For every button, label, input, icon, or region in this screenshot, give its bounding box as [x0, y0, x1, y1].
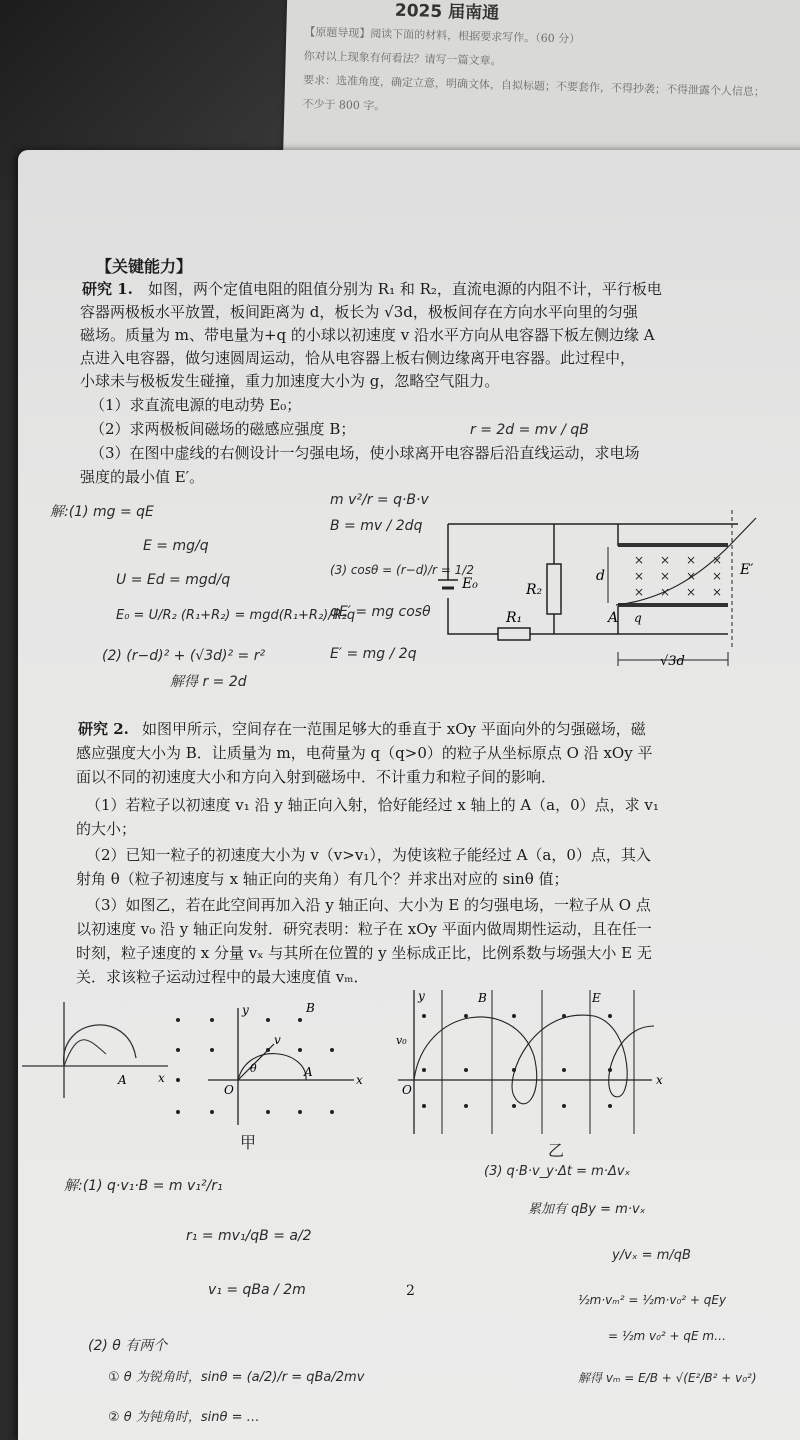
q2-part: （2）已知一粒子的初速度大小为 v（v>v₁），为使该粒子能经过 A（a，0）点，其入 [86, 846, 651, 864]
q1-hand-line: U = Ed = mgd/q [116, 572, 231, 588]
q2-hand-line: 累加有 qBy = m·vₓ [528, 1202, 646, 1217]
q2-hand-line: 解得 vₘ = E/B + √(E²/B² + v₀²) [578, 1371, 757, 1385]
fig-yi-e: E [592, 991, 601, 1005]
q1-hand-line: E₀ = U/R₂ (R₁+R₂) = mgd(R₁+R₂)/R₂q [116, 608, 356, 623]
q2-part: 关．求该粒子运动过程中的最大速度值 vₘ． [76, 968, 369, 986]
background-line: 要求：选准角度，确定立意，明确文体，自拟标题；不要套作，不得抄袭；不得泄露个人信息； [302, 73, 766, 99]
background-line: 你对以上现象有何看法？请写一篇文章。 [303, 49, 502, 68]
q2-text-line: 感应强度大小为 B．让质量为 m，电荷量为 q（q>0）的粒子从坐标原点 O 沿 xOy 平 [76, 744, 653, 762]
fig-yi-x: x [656, 1073, 663, 1087]
svg-text:×: × [634, 569, 645, 583]
worksheet-page [18, 150, 800, 1440]
page-number: 2 [406, 1283, 415, 1299]
fig-jia-v: v [274, 1033, 281, 1047]
q2-text-line: 面以不同的初速度大小和方向入射到磁场中．不计重力和粒子间的影响． [76, 768, 557, 786]
label-e0: E₀ [462, 576, 478, 592]
figure-yi-caption: 乙 [548, 1141, 565, 1160]
resistor-r2 [547, 564, 561, 614]
label-q: q [634, 611, 642, 625]
fig-yi-y: y [418, 989, 425, 1003]
q1-hand-line: 解:(1) mg = qE [50, 504, 154, 520]
fig-jia-x: x [356, 1073, 363, 1087]
q1-hand-line: qE′ = mg cosθ [330, 604, 431, 620]
q2-hand-line: ② θ 为钝角时，sinθ = … [108, 1410, 260, 1425]
q2-hand-line: ½m·vₘ² = ½m·v₀² + qEy [578, 1293, 727, 1307]
q1-text-line: 小球未与极板发生碰撞，重力加速度大小为 g，忽略空气阻力。 [80, 372, 500, 390]
svg-text:×: × [660, 569, 671, 583]
q2-label: 研究 2. [78, 720, 129, 738]
fig-jia-o: O [224, 1083, 234, 1097]
background-sheet-title: 2025 届南通 [394, 0, 500, 24]
label-d: d [596, 568, 605, 584]
q2-part: 射角 θ（粒子初速度与 x 轴正向的夹角）有几个？并求出对应的 sinθ 值； [76, 870, 569, 888]
figure-jia-caption: 甲 [240, 1133, 257, 1152]
exit-path [730, 518, 756, 545]
q1-hand-line: m v²/r = q·B·v [330, 492, 429, 508]
fig-yi-o: O [402, 1083, 412, 1097]
q1-part: 强度的最小值 E′。 [80, 468, 205, 486]
q1-part: （3）在图中虚线的右侧设计一匀强电场，使小球离开电容器后沿直线运动，求电场 [90, 444, 640, 462]
q2-hand-line: = ½m v₀² + qE m… [608, 1329, 727, 1343]
q1-hand-line: B = mv / 2dq [330, 518, 423, 534]
capacitor-upper-plate [618, 543, 728, 547]
q1-hand-line: (3) cosθ = (r−d)/r = 1/2 [330, 563, 474, 577]
q2-text-line: 如图甲所示，空间存在一范围足够大的垂直于 xOy 平面向外的匀强磁场，磁 [142, 720, 646, 738]
q1-text-line: 点进入电容器，做匀速圆周运动，恰从电容器上板右侧边缘离开电容器。此过程中， [80, 349, 636, 367]
svg-text:×: × [660, 553, 671, 567]
q1-text-line: 容器两极板水平放置，板间距离为 d，板长为 √3d，极板间存在方向水平向里的匀强 [80, 303, 638, 321]
figure-yi [394, 986, 684, 1136]
svg-text:×: × [634, 585, 645, 599]
fig-yi-b: B [478, 991, 487, 1005]
svg-text:×: × [686, 553, 697, 567]
q2-hand-line: 解:(1) q·v₁·B = m v₁²/r₁ [64, 1178, 223, 1194]
background-line: 不少于 800 字。 [302, 97, 386, 113]
svg-text:×: × [712, 585, 723, 599]
capacitor-lower-plate [618, 603, 728, 607]
figure-jia [168, 1000, 368, 1130]
q1-hand-line: E′ = mg / 2q [330, 646, 417, 662]
fig-jia-theta: θ [250, 1062, 257, 1075]
svg-text:×: × [712, 569, 723, 583]
fig-jia-a: A [304, 1065, 313, 1079]
q2-hand-line: y/vₓ = m/qB [612, 1248, 691, 1263]
label-r1: R₁ [506, 610, 523, 626]
q1-text-line: 磁场。质量为 m、带电量为+q 的小球以初速度 v 沿水平方向从电容器下板左侧边缘 A [80, 326, 655, 344]
label-r2: R₂ [526, 582, 543, 598]
fig-jia-y: y [242, 1003, 249, 1017]
q1-label: 研究 1. [82, 280, 133, 298]
q2-part: 时刻，粒子速度的 x 分量 vₓ 与其所在位置的 y 坐标成正比，比例系数与场强大小 E 无 [76, 944, 652, 962]
q2-hand-line: v₁ = qBa / 2m [208, 1282, 306, 1298]
q2-hand-line: r₁ = mv₁/qB = a/2 [186, 1228, 312, 1244]
svg-text:x: x [158, 1071, 165, 1085]
q1-part: （2）求两极板间磁场的磁感应强度 B； [90, 420, 356, 438]
q2-hand-line: (2) θ 有两个 [88, 1338, 168, 1354]
label-e-prime: E′ [740, 562, 754, 578]
q1-margin-note: r = 2d = mv / qB [470, 422, 589, 438]
q2-hand-line: (3) q·B·v_y·Δt = m·Δvₓ [484, 1164, 631, 1179]
svg-text:×: × [686, 585, 697, 599]
q2-part: 的大小； [76, 820, 137, 838]
q1-text-line: 如图，两个定值电阻的阻值分别为 R₁ 和 R₂，直流电源的内阻不计，平行板电 [148, 280, 662, 298]
label-width: √3d [660, 654, 685, 669]
svg-text:A: A [118, 1073, 127, 1087]
q1-hand-line: E = mg/q [143, 538, 209, 554]
periodic-trajectory [414, 1015, 654, 1104]
q1-hand-line: (2) (r−d)² + (√3d)² = r² [102, 648, 266, 664]
svg-text:×: × [686, 569, 697, 583]
svg-text:×: × [660, 585, 671, 599]
hand-sketch-circle [18, 998, 178, 1098]
circuit-diagram [438, 510, 778, 680]
q2-part: 以初速度 v₀ 沿 y 轴正向发射．研究表明：粒子在 xOy 平面内做周期性运动，且在任一 [76, 920, 652, 938]
q2-hand-line: ① θ 为锐角时，sinθ = (a/2)/r = qBa/2mv [108, 1370, 365, 1385]
section-header: 【关键能力】 [96, 257, 193, 276]
resistor-r1 [498, 628, 530, 640]
q2-part: （3）如图乙，若在此空间再加入沿 y 轴正向、大小为 E 的匀强电场，一粒子从 O 点 [86, 896, 651, 914]
q1-hand-line: 解得 r = 2d [170, 674, 247, 690]
q1-part: （1）求直流电源的电动势 E₀； [90, 396, 302, 414]
fig-jia-b: B [306, 1001, 315, 1015]
background-line: 【原题导现】阅读下面的材料，根据要求写作。（60 分） [304, 25, 581, 46]
q2-part: （1）若粒子以初速度 v₁ 沿 y 轴正向入射，恰好能经过 x 轴上的 A（a，0）点，求 v₁ [86, 796, 659, 814]
svg-text:×: × [712, 553, 723, 567]
svg-text:×: × [634, 553, 645, 567]
label-a: A [608, 610, 619, 626]
fig-yi-v0: v₀ [396, 1034, 407, 1047]
